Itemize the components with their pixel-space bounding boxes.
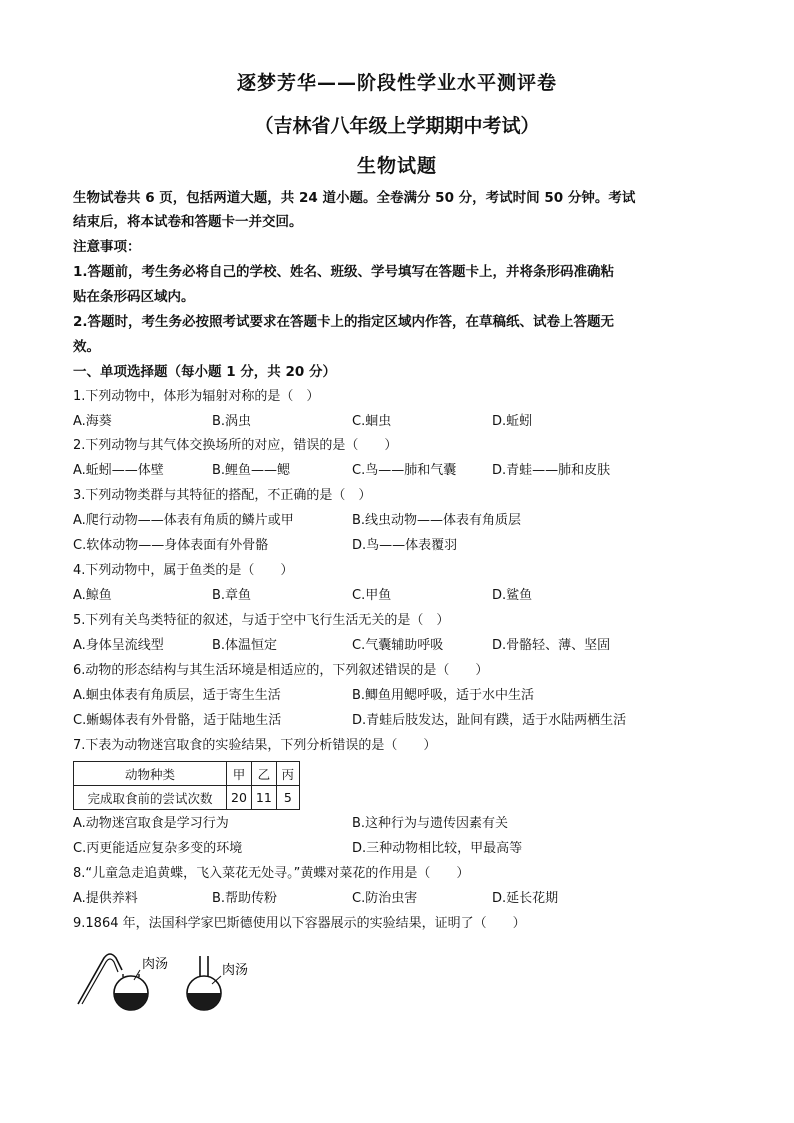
question-5-option-d: D.骨骼轻、薄、坚固 (492, 638, 611, 653)
question-6-option-a: A.蛔虫体表有角质层，适于寄生生活 (73, 688, 281, 703)
question-8-option-a: A.提供养料 (73, 891, 138, 906)
question-3-option-a: A.爬行动物——体表有角质的鳞片或甲 (73, 513, 294, 528)
question-7-option-b: B.这种行为与遗传因素有关 (352, 816, 509, 831)
table-row (74, 786, 300, 810)
swan-neck-flask-figure (76, 946, 266, 1016)
question-1-stem: 1.下列动物中，体形为辐射对称的是（ ） (73, 389, 320, 404)
note-1-line-2: 贴在条形码区域内。 (73, 289, 195, 305)
question-4-option-a: A.鲸鱼 (73, 588, 112, 603)
question-7-option-a: A.动物迷宫取食是学习行为 (73, 816, 229, 831)
question-4-option-d: D.鲨鱼 (492, 588, 533, 603)
question-2-option-a: A.蚯蚓——体壁 (73, 463, 164, 478)
question-8-option-d: D.延长花期 (492, 891, 559, 906)
straight-neck-flask (187, 956, 221, 1010)
question-4-stem: 4.下列动物中，属于鱼类的是（ ） (73, 563, 294, 578)
question-1-option-c: C.蛔虫 (352, 414, 392, 429)
table-header-cell: 甲 (227, 762, 252, 786)
question-3-stem: 3.下列动物类群与其特征的搭配，不正确的是（ ） (73, 488, 372, 503)
flask-label-right: 肉汤 (222, 963, 249, 978)
note-1-line-1: 1.答题前，考生务必将自己的学校、姓名、班级、学号填写在答题卡上，并将条形码准确粘 (73, 264, 615, 280)
question-5-option-b: B.体温恒定 (212, 638, 278, 653)
intro-line-2: 结束后，将本试卷和答题卡一并交回。 (73, 214, 303, 230)
question-9-stem: 9.1864 年，法国科学家巴斯德使用以下容器展示的实验结果，证明了（ ） (73, 916, 526, 931)
question-4-option-c: C.甲鱼 (352, 588, 392, 603)
note-2-line-1: 2.答题时，考生务必按照考试要求在答题卡上的指定区域内作答，在草稿纸、试卷上答题无 (73, 314, 615, 330)
question-2-option-c: C.鸟——肺和气囊 (352, 463, 457, 478)
question-1-option-d: D.蚯蚓 (492, 414, 533, 429)
table-header-cell: 动物种类 (74, 762, 227, 786)
question-8-option-b: B.帮助传粉 (212, 891, 278, 906)
question-5-stem: 5.下列有关鸟类特征的叙述，与适于空中飞行生活无关的是（ ） (73, 613, 450, 628)
table-header-cell: 乙 (251, 762, 276, 786)
question-6-stem: 6.动物的形态结构与其生活环境是相适应的，下列叙述错误的是（ ） (73, 663, 489, 678)
question-1-option-a: A.海葵 (73, 414, 112, 429)
question-7-option-c: C.丙更能适应复杂多变的环境 (73, 841, 243, 856)
section-1-heading: 一、单项选择题（每小题 1 分，共 20 分） (73, 364, 336, 380)
question-7-table (73, 761, 300, 810)
question-3-option-b: B.线虫动物——体表有角质层 (352, 513, 522, 528)
question-7-stem: 7.下表为动物迷宫取食的实验结果，下列分析错误的是（ ） (73, 738, 437, 753)
table-cell: 5 (276, 786, 299, 810)
note-2-line-2: 效。 (73, 339, 100, 355)
question-6-option-d: D.青蛙后肢发达，趾间有蹼，适于水陆两栖生活 (352, 713, 627, 728)
table-header-cell: 丙 (276, 762, 299, 786)
question-3-option-c: C.软体动物——身体表面有外骨骼 (73, 538, 269, 553)
swan-neck-flask (78, 954, 148, 1010)
question-4-option-b: B.章鱼 (212, 588, 252, 603)
question-2-option-b: B.鲤鱼——鳃 (212, 463, 291, 478)
question-5-option-c: C.气囊辅助呼吸 (352, 638, 444, 653)
question-6-option-b: B.鲫鱼用鳃呼吸，适于水中生活 (352, 688, 535, 703)
question-8-stem: 8.“儿童急走追黄蝶，飞入菜花无处寻。”黄蝶对菜花的作用是（ ） (73, 866, 470, 881)
question-8-option-c: C.防治虫害 (352, 891, 418, 906)
table-cell: 20 (227, 786, 252, 810)
question-2-stem: 2.下列动物与其气体交换场所的对应，错误的是（ ） (73, 438, 398, 453)
question-2-option-d: D.青蛙——肺和皮肤 (492, 463, 611, 478)
question-5-option-a: A.身体呈流线型 (73, 638, 164, 653)
table-row (74, 762, 300, 786)
notice-heading: 注意事项： (73, 239, 141, 255)
flask-label-left: 肉汤 (142, 957, 169, 972)
question-3-option-d: D.鸟——体表覆羽 (352, 538, 458, 553)
table-cell: 完成取食前的尝试次数 (74, 786, 227, 810)
question-1-option-b: B.涡虫 (212, 414, 252, 429)
exam-subtitle: （吉林省八年级上学期期中考试） (254, 115, 540, 137)
table-cell: 11 (251, 786, 276, 810)
intro-line-1: 生物试卷共 6 页，包括两道大题，共 24 道小题。全卷满分 50 分，考试时间 50 分钟。考试 (73, 190, 636, 206)
exam-title: 逐梦芳华——阶段性学业水平测评卷 (236, 72, 557, 94)
question-7-option-d: D.三种动物相比较，甲最高等 (352, 841, 523, 856)
subject-title: 生物试题 (356, 155, 437, 177)
question-6-option-c: C.蜥蜴体表有外骨骼，适于陆地生活 (73, 713, 282, 728)
